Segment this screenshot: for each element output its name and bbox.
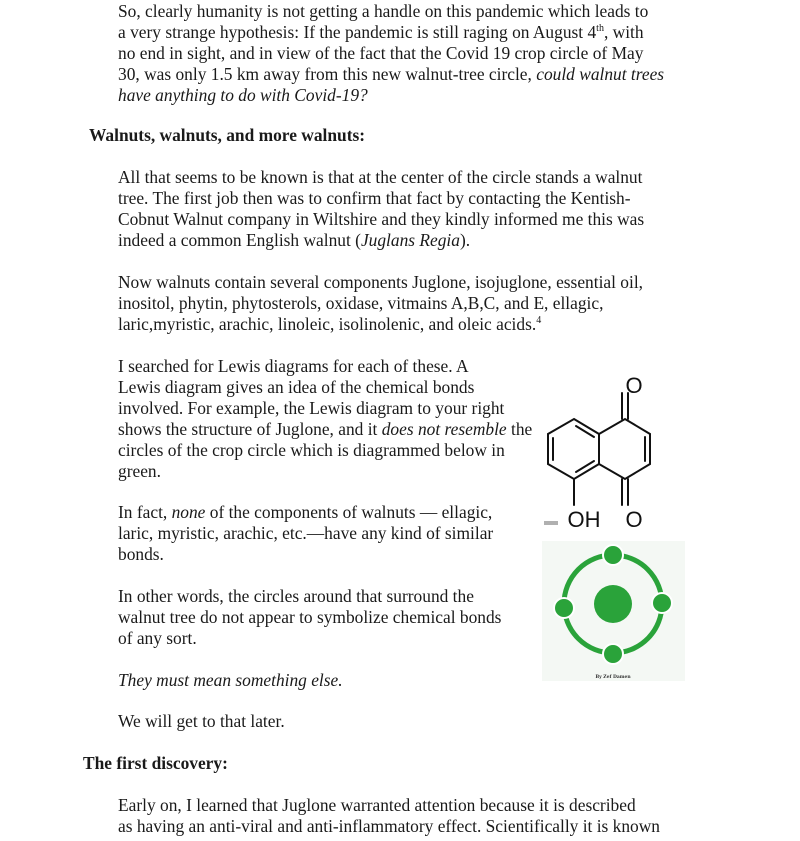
components-line-3: laric,myristic, arachic, linoleic, isolinolenic, and oleic acids.$^4$ [118, 314, 542, 334]
none-line-3: bonds. [118, 544, 164, 564]
crop-circle-diagram [542, 541, 685, 681]
center-line-1: All that seems to be known is that at the center of the circle stands a walnut [118, 167, 643, 187]
must-mean-paragraph [118, 670, 343, 691]
oxygen-top-label: O [625, 376, 643, 398]
lewis-line-2: Lewis diagram gives an idea of the chemical bonds [118, 377, 475, 397]
diagram-credit: By Zef Damen [595, 675, 631, 680]
juglone-structure-diagram [542, 376, 674, 529]
lewis-line-6: green. [118, 461, 161, 481]
other-words-line-3: of any sort. [118, 628, 197, 648]
center-circle [594, 585, 632, 623]
lewis-line-5: circles of the crop circle which is diagrammed below in [118, 440, 505, 460]
none-line-2: laric, myristic, arachic, etc.—have any kind of similar [118, 523, 494, 543]
lewis-line-1: I searched for Lewis diagrams for each of these. A [118, 356, 469, 376]
other-words-line-1: In other words, the circles around that surround the [118, 586, 474, 606]
intro-line-4: 30, was only 1.5 km away from this new walnut-tree circle, could walnut trees [118, 64, 665, 84]
must-mean-line: They must mean something else. [118, 670, 343, 690]
heading-first-discovery: The first discovery: [83, 753, 228, 773]
intro-line-5: have anything to do with Covid-19? [118, 85, 368, 105]
components-line-1: Now walnuts contain several components Juglone, isojuglone, essential oil, [118, 272, 644, 292]
lewis-line-4: shows the structure of Juglone, and it does not resemble the [118, 419, 533, 439]
intro-line-3: no end in sight, and in view of the fact that the Covid 19 crop circle of May [118, 43, 644, 63]
early-line-1: Early on, I learned that Juglone warranted attention because it is described [118, 795, 636, 815]
center-line-2: tree. The first job then was to confirm that fact by contacting the Kentish- [118, 188, 631, 208]
early-line-2: as having an anti-viral and anti-inflammatory effect. Scientifically it is known [118, 816, 661, 836]
other-words-paragraph [118, 586, 501, 649]
center-paragraph [118, 167, 644, 251]
satellite-right [652, 593, 672, 613]
satellite-top [603, 545, 623, 565]
intro-line-1: So, clearly humanity is not getting a handle on this pandemic which leads to [118, 1, 649, 21]
other-words-line-2: walnut tree do not appear to symbolize chemical bonds [118, 607, 502, 627]
components-line-2: inositol, phytin, phytosterols, oxidase, vitmains A,B,C, and E, ellagic, [118, 293, 604, 313]
get-later-line: We will get to that later. [118, 711, 285, 731]
none-line-1: In fact, none of the components of walnuts — ellagic, [118, 502, 493, 522]
satellite-left [554, 598, 574, 618]
hydroxyl-label: OH [567, 507, 601, 529]
satellite-bottom [603, 644, 623, 664]
lewis-line-3: involved. For example, the Lewis diagram to your right [118, 398, 505, 418]
none-paragraph [118, 502, 493, 565]
intro-paragraph [118, 1, 664, 106]
components-paragraph [118, 272, 643, 335]
oxygen-bottom-label: O [625, 507, 643, 529]
center-line-4: indeed a common English walnut (Juglans Regia). [118, 230, 471, 250]
lewis-paragraph [118, 356, 532, 482]
early-paragraph [118, 795, 660, 837]
intro-line-2: a very strange hypothesis: If the pandemic is still raging on August 4th, with [118, 22, 644, 42]
center-line-3: Cobnut Walnut company in Wiltshire and they kindly informed me this was [118, 209, 645, 229]
heading-walnuts: Walnuts, walnuts, and more walnuts: [89, 125, 366, 145]
get-later-paragraph [118, 711, 285, 732]
